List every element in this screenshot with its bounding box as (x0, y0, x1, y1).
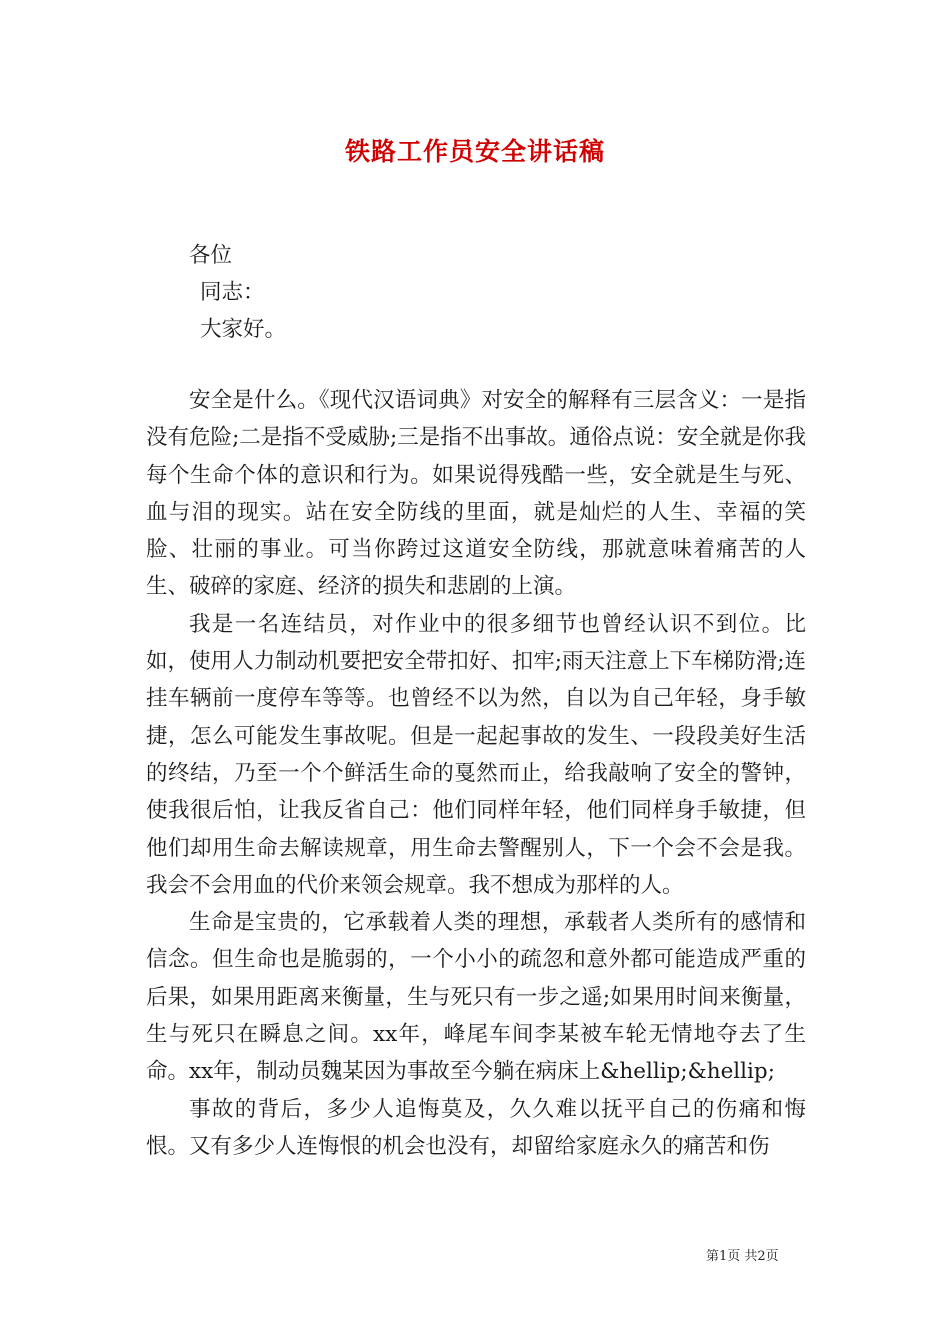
page-number: 第1页 共2页 (706, 1249, 779, 1264)
document-body (146, 382, 806, 1165)
paragraph: 事故的背后，多少人追悔莫及，久久难以抚平自己的伤痛和悔恨。又有多少人连悔恨的机会也没有，却留给家庭永久的痛苦和伤 (146, 1096, 806, 1159)
salutation-line-2: 同志： (200, 280, 265, 305)
paragraph: 生命是宝贵的，它承载着人类的理想，承载者人类所有的感情和信念。但生命也是脆弱的，一个小小的疏忽和意外都可能造成严重的后果，如果用距离来衡量，生与死只有一步之遥;如果用时间来衡量，生与死只在瞬息之间。xx年，峰尾车间李某被车轮无情地夺去了生命。xx年，制动员魏某因为事故至今躺在病床上&hellip;&hellip; (146, 910, 806, 1085)
greeting-line: 大家好。 (200, 317, 287, 342)
salutation-line-1: 各位 (189, 243, 233, 268)
paragraph: 安全是什么。《现代汉语词典》对安全的解释有三层含义：一是指没有危险;二是指不受威胁;三是指不出事故。通俗点说：安全就是你我每个生命个体的意识和行为。如果说得残酷一些，安全就是生与死、血与泪的现实。站在安全防线的里面，就是灿烂的人生、幸福的笑脸、壮丽的事业。可当你跨过这道安全防线，那就意味着痛苦的人生、破碎的家庭、经济的损失和悲剧的上演。 (146, 388, 806, 600)
paragraph: 我是一名连结员，对作业中的很多细节也曾经认识不到位。比如，使用人力制动机要把安全带扣好、扣牢;雨天注意上下车梯防滑;连挂车辆前一度停车等等。也曾经不以为然，自以为自己年轻，身手敏捷，怎么可能发生事故呢。但是一起起事故的发生、一段段美好生活的终结，乃至一个个鲜活生命的戛然而止，给我敲响了安全的警钟，使我很后怕，让我反省自己：他们同样年轻，他们同样身手敏捷，但他们却用生命去解读规章，用生命去警醒别人，下一个会不会是我。我会不会用血的代价来领会规章。我不想成为那样的人。 (146, 611, 806, 898)
document-title: 铁路工作员安全讲话稿 (344, 137, 605, 166)
